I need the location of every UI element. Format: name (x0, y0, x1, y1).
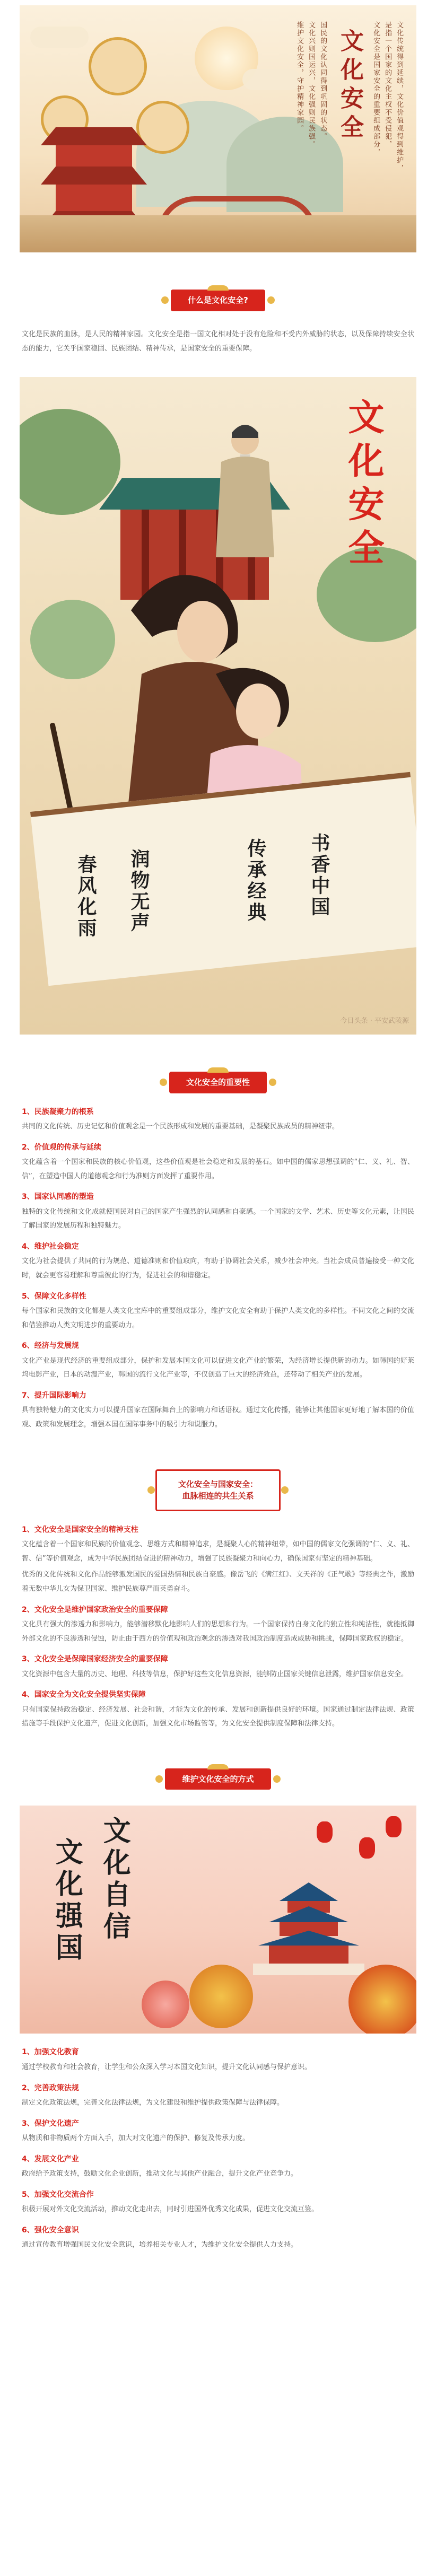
item-title: 3、文化安全是保障国家经济安全的重要保障 (22, 1655, 168, 1664)
item-title: 5、加强文化交流合作 (22, 2190, 94, 2199)
item-title: 3、国家认同感的塑造 (22, 1193, 94, 1202)
section-header (0, 1072, 436, 1093)
lantern (386, 1816, 402, 1837)
lantern (317, 1821, 333, 1843)
item-body: 具有独特魅力的文化实力可以提升国家在国际舞台上的影响力和话语权。通过文化传播，能够让其他国家更好地了解本国的价值观、政策和发展理念，增强本国在国际事务中的吸引力和说服力。 (22, 1406, 414, 1429)
item-body: 文化具有强大的渗透力和影响力，能够潜移默化地影响人们的思想和行为。一个国家保持自身文化的独立性和纯洁性，就能抵御外部文化的不良渗透和侵蚀，防止由于西方的价值观和政治观念的渗透对我国政治制度造成威胁和挑战，保障国家政权的稳定。 (22, 1620, 414, 1643)
item-title: 4、国家安全为文化安全提供坚实保障 (22, 1690, 146, 1699)
item-body: 文化资源中包含大量的历史、地理、科技等信息，保护好这些文化信息资源，能够防止国家关键信息泄露，维护国家信息安全。 (22, 1670, 408, 1678)
item-title: 7、提升国际影响力 (22, 1391, 86, 1400)
sea-waves (20, 215, 416, 252)
item-body: 每个国家和民族的文化都是人类文化宝库中的重要组成部分，维护文化安全有助于保护人类文化的多样性。不同文化之间的交流和借鉴推动人类文明进步的重要动力。 (22, 1307, 414, 1329)
item-body: 文化产业是现代经济的重要组成部分，保护和发展本国文化可以促进文化产业的繁荣，为经济增长提供新的动力。如韩国的好莱坞电影产业，日本的动漫产业，韩国的流行文化产业等，不仅创造了巨大的经济效益，还带动了相关产业的发展。 (22, 1356, 414, 1379)
section-header (0, 290, 436, 311)
list-item (22, 1142, 414, 1184)
item-title: 6、经济与发展规 (22, 1342, 79, 1351)
scholar-figure (211, 419, 280, 557)
hero-text-line: 文化兴则国运兴，文化强则民族强。 (307, 21, 316, 148)
article-page (0, 5, 436, 2263)
list-item (22, 1106, 414, 1134)
banner-text: 文化强国 (50, 1837, 83, 1965)
item-title: 4、发展文化产业 (22, 2154, 79, 2163)
list-item (22, 2118, 414, 2146)
section-heading: 文化安全的重要性 (169, 1072, 267, 1093)
medallion-scroll (89, 37, 147, 95)
tree (20, 409, 120, 515)
section-heading: 维护文化安全的方式 (165, 1768, 271, 1790)
temple-of-heaven (248, 1880, 370, 1975)
banner-text: 文化自信 (98, 1816, 131, 1944)
item-title: 2、文化安全是维护国家政治安全的重要保障 (22, 1605, 168, 1614)
list-item (22, 2082, 414, 2110)
hero-illustration (20, 5, 416, 252)
item-body: 从物质和非物质两个方面入手，加大对文化遗产的保护、修复及传承力度。 (22, 2134, 250, 2142)
cloud (30, 27, 89, 48)
item-body: 共同的文化传统、历史记忆和价值观念是一个民族形成和发展的重要基础，是凝聚民族成员的精神纽带。 (22, 1122, 339, 1131)
section-header (0, 1469, 436, 1511)
item-title: 4、维护社会稳定 (22, 1242, 79, 1251)
tree (30, 600, 115, 679)
relationship-list (22, 1524, 414, 1731)
calligraphy-text: 书香中国 (308, 833, 330, 918)
hero-title: 文化安全 (336, 29, 363, 143)
hero-text-line: 国民的文化认同得到巩固的状态。 (319, 21, 327, 141)
item-title: 2、完善政策法规 (22, 2083, 79, 2092)
item-body: 通过学校教育和社会教育，让学生和公众深入学习本国文化知识，提升文化认同感与保护意识。 (22, 2063, 312, 2071)
peony-flower (348, 1965, 416, 2034)
list-item (22, 1524, 414, 1597)
item-body: 文化蕴含着一个国家和民族的核心价值观，这些价值观是社会稳定和发展的基石。如中国的儒家思想强调的“仁、义、礼、智、信”，在塑造中国人的道德观念和行为准则方面发挥了重要作用。 (22, 1158, 414, 1180)
item-body: 政府给予政策支持，鼓励文化企业创新，推动文化与其他产业融合，提升文化产业竞争力。 (22, 2169, 298, 2178)
importance-list (22, 1106, 414, 1432)
peony-flower (189, 1965, 253, 2028)
calligraphy-text: 润物无声 (128, 849, 150, 934)
item-title: 5、保障文化多样性 (22, 1292, 86, 1301)
list-item (22, 1604, 414, 1646)
section-heading: 什么是文化安全? (171, 290, 265, 311)
lantern (359, 1837, 375, 1859)
mother-daughter-illustration (20, 377, 416, 1035)
illustration-title: 文化安全 (342, 398, 385, 573)
item-body: 文化为社会提供了共同的行为规范、道德准则和价值取向，有助于协调社会关系，减少社会冲突。当社会成员普遍接受一种文化时，就会更容易理解和尊重彼此的行为，促进社会的和谐稳定。 (22, 1257, 414, 1280)
peony-flower (142, 1981, 189, 2028)
cloud (242, 69, 301, 90)
list-item (22, 1653, 414, 1681)
calligraphy-text: 传承经典 (245, 838, 267, 924)
list-item (22, 2189, 414, 2217)
cultural-confidence-banner (20, 1806, 416, 2034)
list-item (22, 2046, 414, 2074)
list-item (22, 1191, 414, 1233)
list-item (22, 1291, 414, 1333)
item-title: 1、民族凝聚力的根系 (22, 1107, 94, 1116)
hero-text-line: 文化安全是国家安全的重要组成部分， (372, 21, 380, 156)
hero-text-line: 是指一个国家的文化主权不受侵犯， (383, 21, 392, 148)
item-body: 文化蕴含着一个国家和民族的价值观念、思维方式和精神追求，是凝聚人心的精神纽带，如中国的儒家文化强调的“仁、义、礼、智、信”等价值观念，成为中华民族团结奋进的精神动力，增强了民族凝聚力和向心力，确保国家有坚定的精神基础。 (22, 1540, 414, 1563)
item-title: 6、强化安全意识 (22, 2225, 79, 2235)
section-header (0, 1768, 436, 1790)
item-body: 独特的文化传统和文化成就使国民对自己的国家产生强烈的认同感和自豪感。一个国家的文学、艺术、历史等文化元素，让国民了解国家的发展历程和独特魅力。 (22, 1207, 414, 1230)
list-item (22, 1689, 414, 1731)
item-body: 只有国家保持政治稳定、经济发展、社会和谐，才能为文化的传承、发展和创新提供良好的环境。国家通过制定法律法规、政策措施等手段保护文化遗产，促进文化创新，加强文化市场监管等，为文化安全提供制度保障和法律支持。 (22, 1705, 414, 1728)
item-title: 3、保护文化遗产 (22, 2119, 79, 2128)
hero-text-line: 文化传统得到延续，文化价值观得到维护， (395, 21, 404, 172)
image-watermark: 今日头条 · 平安武陵源 (340, 1017, 409, 1026)
list-item (22, 2153, 414, 2181)
hero-text-line: 维护文化安全，守护精神家园。 (295, 21, 304, 133)
list-item (22, 1241, 414, 1283)
calligraphy-text: 春风化雨 (75, 854, 97, 940)
section-heading: 文化安全与国家安全： 血脉相连的共生关系 (155, 1469, 281, 1511)
list-item (22, 2224, 414, 2253)
item-title: 1、文化安全是国家安全的精神支柱 (22, 1525, 138, 1534)
item-body: 积极开展对外文化交流活动，推动文化走出去，同时引进国外优秀文化成果，促进文化交流互鉴。 (22, 2205, 319, 2213)
item-body: 通过宣传教育增强国民文化安全意识，培养相关专业人才，为维护文化安全提供人力支持。 (22, 2241, 298, 2249)
item-title: 1、加强文化教育 (22, 2048, 79, 2057)
item-title: 2、价值观的传承与延续 (22, 1143, 101, 1152)
intro-paragraph: 文化是民族的血脉，是人民的精神家园。文化安全是指一国文化相对处于没有危险和不受内外威胁的状态，以及保障持续安全状态的能力，它关乎国家稳固、民族团结、精神传承，是国家安全的重要保障。 (22, 330, 414, 353)
methods-list (22, 2046, 414, 2263)
item-body: 优秀的文化传统和文化作品能够激发国民的爱国热情和民族自豪感。像岳飞的《满江红》、文天祥的《正气歌》等经典之作，激励着无数中华儿女为保卫国家、维护民族尊严而英勇奋斗。 (22, 1571, 414, 1593)
item-body: 制定文化政策法规，完善文化法律法规，为文化建设和维护提供政策保障与法律保障。 (22, 2098, 284, 2107)
list-item (22, 1390, 414, 1432)
list-item (22, 1340, 414, 1382)
